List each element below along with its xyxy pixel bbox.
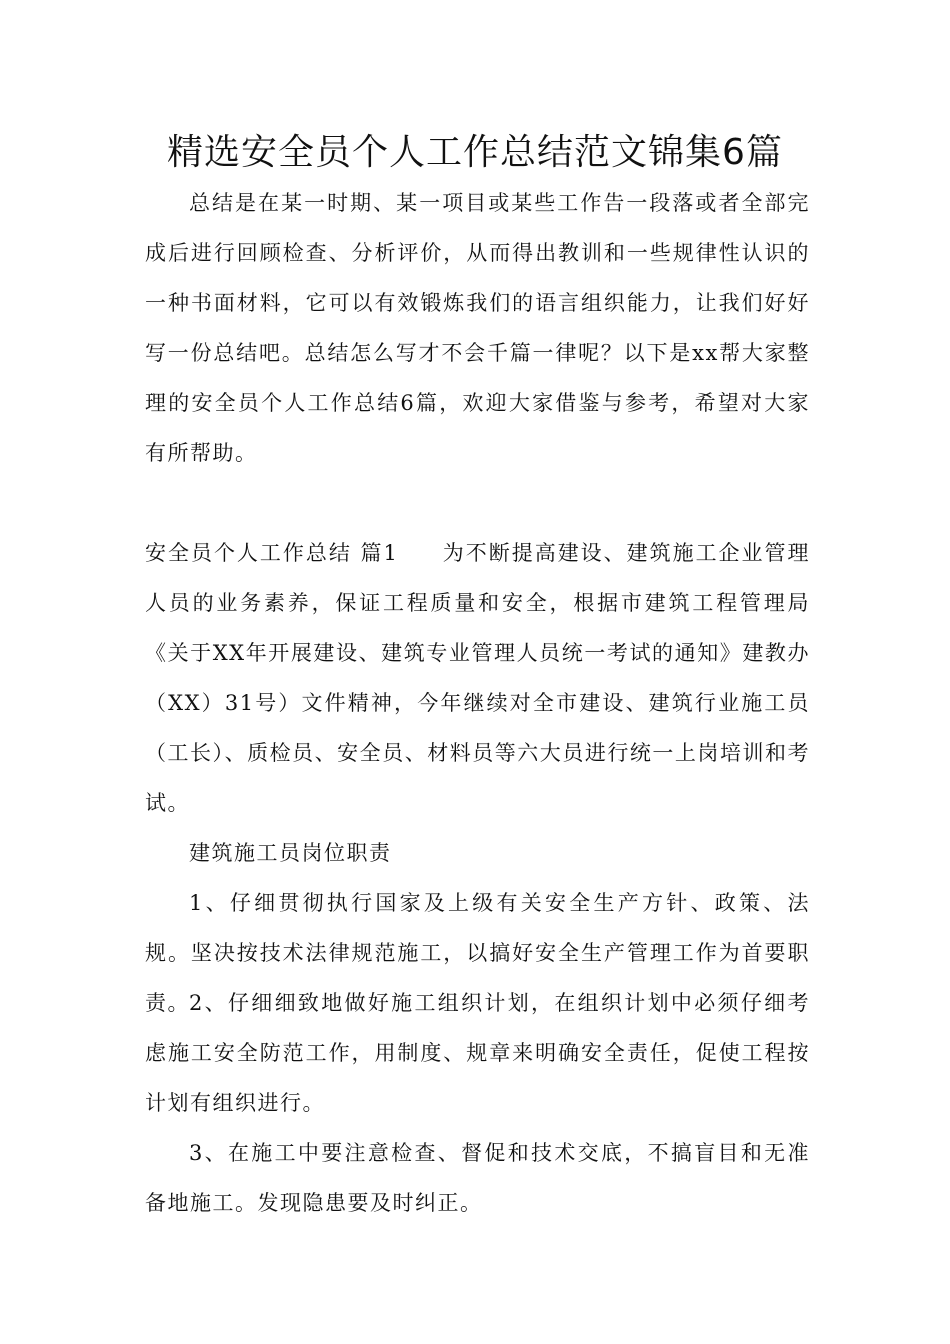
document-title: 精选安全员个人工作总结范文锦集6篇 xyxy=(167,132,783,173)
section-1-body: 为不断提高建设、建筑施工企业管理人员的业务素养，保证工程质量和安全，根据市建筑工程管理局《关于XX年开展建设、建筑专业管理人员统一考试的通知》建教办（XX）31号）文件精神，今年继续对全市建设、建筑行业施工员（工长）、质检员、安全员、材料员等六大员进行统一上岗培训和考试。 xyxy=(145,541,810,815)
duty-item-2: 2、仔细细致地做好施工组织计划，在组织计划中必须仔细考虑施工安全防范工作，用制度、规章来明确安全责任，促使工程按计划有组织进行。 xyxy=(145,991,810,1115)
duty-item-1: 1、仔细贯彻执行国家及上级有关安全生产方针、政策、法规。坚决按技术法律规范施工，以搞好安全生产管理工作为首要职责。 xyxy=(145,891,810,1015)
intro-paragraph: 总结是在某一时期、某一项目或某些工作告一段落或者全部完成后进行回顾检查、分析评价，从而得出教训和一些规律性认识的一种书面材料，它可以有效锻炼我们的语言组织能力，让我们好好写一份总结吧。总结怎么写才不会千篇一律呢？以下是xx帮大家整理的安全员个人工作总结6篇，欢迎大家借鉴与参考，希望对大家有所帮助。 xyxy=(145,191,810,465)
section-1-title: 安全员个人工作总结 篇1 xyxy=(145,541,399,565)
duty-item-3: 3、在施工中要注意检查、督促和技术交底，不搞盲目和无准备地施工。发现隐患要及时纠正。 xyxy=(145,1141,810,1215)
duty-heading: 建筑施工员岗位职责 xyxy=(189,841,392,865)
section-1-paragraph xyxy=(145,528,810,828)
